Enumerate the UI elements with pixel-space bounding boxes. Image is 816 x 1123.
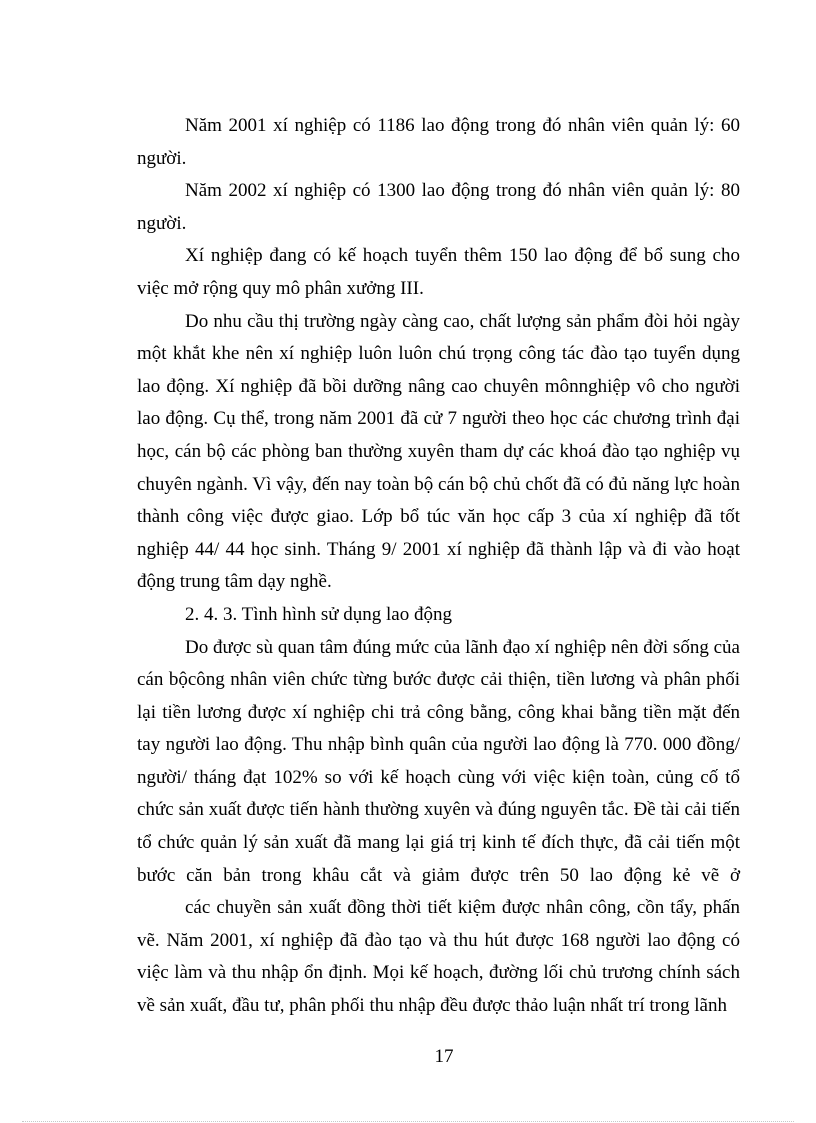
paragraph-production-lines: các chuyền sản xuất đồng thời tiết kiệm được nhân công, cồn tẩy, phấn vẽ. Năm 2001, xí nghiệp đã đào tạo và thu hút được 168 người lao động có việc làm và thu nhập ổn định. Mọi kế hoạch, đường lối chủ trương chính sách về sản xuất, đầu tư, phân phối thu nhập đều được thảo luận nhất trí trong lãnh	[137, 897, 740, 1017]
paragraph-recruitment-plan: Xí nghiệp đang có kế hoạch tuyển thêm 150 lao động để bổ sung cho việc mở rộng quy mô phân xưởng III.	[137, 245, 740, 299]
paragraph-income: Do được sù quan tâm đúng mức của lãnh đạo xí nghiệp nên đời sống của cán bộcông nhân viên chức từng bước được cải thiện, tiền lương và phân phối lại tiền lương được xí nghiệp chi trả công bằng, công khai bằng tiền mặt đến tay người lao động. Thu nhập bình quân của người lao động là 770. 000 đồng/ người/ tháng đạt 102% so với kế hoạch cùng với việc kiện toàn, củng cố tổ chức sản xuất được tiến hành thường xuyên và đúng nguyên tắc. Đề tài cải tiến tổ chức quản lý sản xuất đã mang lại giá trị kinh tế đích thực, đã cải tiến một bước căn bản trong khâu cắt và giảm được trên 50 lao động kẻ vẽ ở	[137, 636, 740, 886]
paragraph-2002-staff: Năm 2002 xí nghiệp có 1300 lao động trong đó nhân viên quản lý: 80 người.	[137, 180, 740, 234]
paragraph-training: Do nhu cầu thị trường ngày càng cao, chất lượng sản phẩm đòi hỏi ngày một khắt khe nên xí nghiệp luôn luôn chú trọng công tác đào tạo tuyển dụng lao động. Xí nghiệp đã bồi dưỡng nâng cao chuyên mônnghiệp vô cho người lao động. Cụ thể, trong năm 2001 đã cử 7 người theo học các chương trình đại học, cán bộ các phòng ban thường xuyên tham dự các khoá đào tạo nghiệp vụ chuyên ngành. Vì vậy, đến nay toàn bộ cán bộ chủ chốt đã có đủ năng lực hoàn thành công việc được giao. Lớp bổ túc văn học cấp 3 của xí nghiệp đã tốt nghiệp 44/ 44 học sinh. Tháng 9/ 2001 xí nghiệp đã thành lập và đi vào hoạt động trung tâm dạy nghề.	[137, 310, 740, 593]
paragraph-2001-staff: Năm 2001 xí nghiệp có 1186 lao động trong đó nhân viên quản lý: 60 người.	[137, 115, 740, 169]
page-number: 17	[434, 1046, 454, 1067]
body-text	[137, 110, 740, 1023]
page-bottom-divider	[22, 1121, 794, 1122]
section-heading-labor-usage: 2. 4. 3. Tình hình sử dụng lao động	[185, 603, 452, 625]
